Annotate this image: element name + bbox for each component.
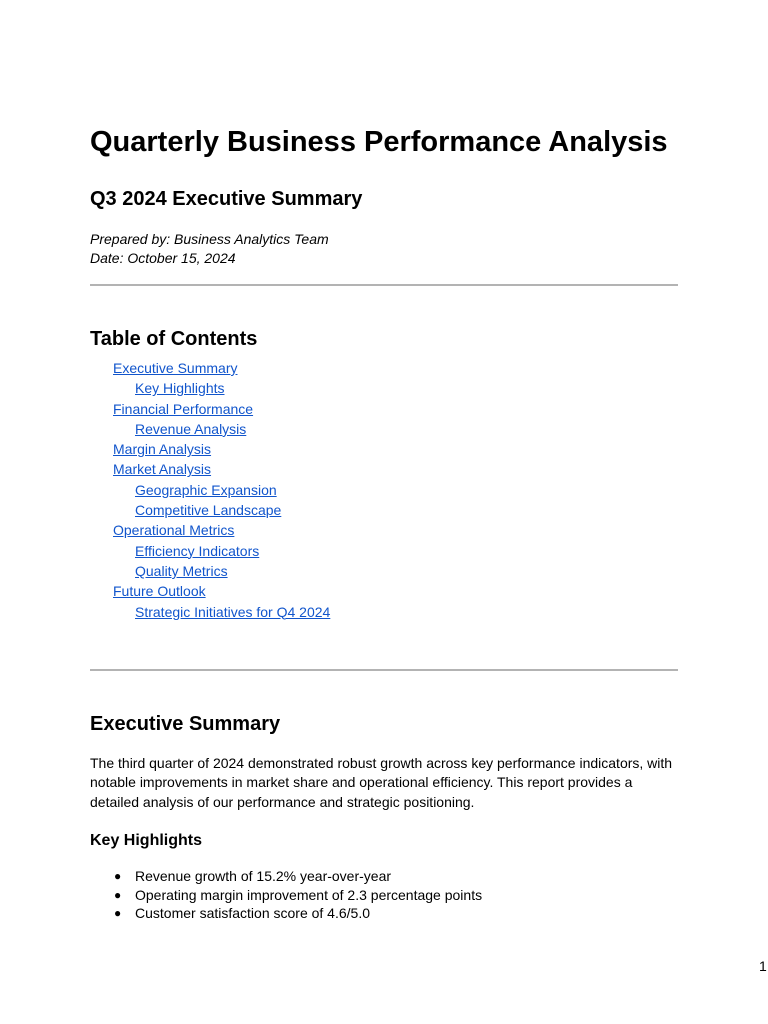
page-number: 1 (759, 958, 767, 974)
bullet-icon: ● (114, 906, 122, 921)
toc-link[interactable]: Efficiency Indicators (135, 542, 260, 559)
toc-link[interactable]: Revenue Analysis (135, 420, 247, 437)
toc-item (90, 602, 330, 622)
prepared-by: Prepared by: Business Analytics Team (90, 231, 329, 247)
toc-link[interactable]: Operational Metrics (113, 522, 235, 539)
toc-link[interactable]: Quality Metrics (135, 562, 228, 579)
horizontal-rule (90, 669, 678, 671)
toc-link[interactable]: Key Highlights (135, 380, 225, 397)
toc-item (90, 480, 330, 500)
key-highlights-list (90, 867, 482, 923)
table-of-contents (90, 358, 330, 622)
bullet-icon: ● (114, 887, 122, 902)
toc-item (90, 561, 330, 581)
toc-link[interactable]: Executive Summary (113, 360, 238, 376)
toc-item (90, 520, 330, 540)
toc-link[interactable]: Market Analysis (113, 461, 212, 478)
list-item (90, 886, 482, 905)
toc-link[interactable]: Geographic Expansion (135, 481, 277, 498)
section-heading-executive-summary: Executive Summary (90, 713, 281, 735)
toc-item (90, 581, 330, 601)
toc-item (90, 459, 330, 479)
horizontal-rule (90, 284, 678, 286)
document-title: Quarterly Business Performance Analysis (90, 126, 668, 158)
toc-item (90, 439, 330, 459)
highlight-text: Revenue growth of 15.2% year-over-year (135, 868, 392, 884)
executive-summary-paragraph: The third quarter of 2024 demonstrated robust growth across key performance indicators, with notable improvements in market share and operational efficiency. This report provides a detailed analysis of our performance and strategic positioning. (90, 755, 673, 810)
toc-link[interactable]: Margin Analysis (113, 441, 212, 458)
toc-item (90, 541, 330, 561)
toc-item (90, 358, 330, 378)
toc-item (90, 419, 330, 439)
list-item (90, 867, 482, 886)
document-date: Date: October 15, 2024 (90, 250, 236, 266)
toc-link[interactable]: Financial Performance (113, 400, 254, 417)
document-subtitle: Q3 2024 Executive Summary (90, 188, 363, 210)
bullet-icon: ● (114, 869, 122, 883)
toc-heading: Table of Contents (90, 328, 258, 350)
toc-item (90, 500, 330, 520)
highlight-text: Operating margin improvement of 2.3 percentage points (135, 886, 483, 903)
subsection-heading-key-highlights: Key Highlights (90, 832, 203, 849)
toc-link[interactable]: Future Outlook (113, 583, 206, 600)
toc-item (90, 378, 330, 398)
document-meta (90, 230, 329, 268)
toc-link[interactable]: Strategic Initiatives for Q4 2024 (135, 603, 331, 620)
toc-link[interactable]: Competitive Landscape (135, 502, 282, 519)
highlight-text: Customer satisfaction score of 4.6/5.0 (135, 905, 370, 922)
list-item (90, 904, 482, 923)
toc-item (90, 399, 330, 419)
